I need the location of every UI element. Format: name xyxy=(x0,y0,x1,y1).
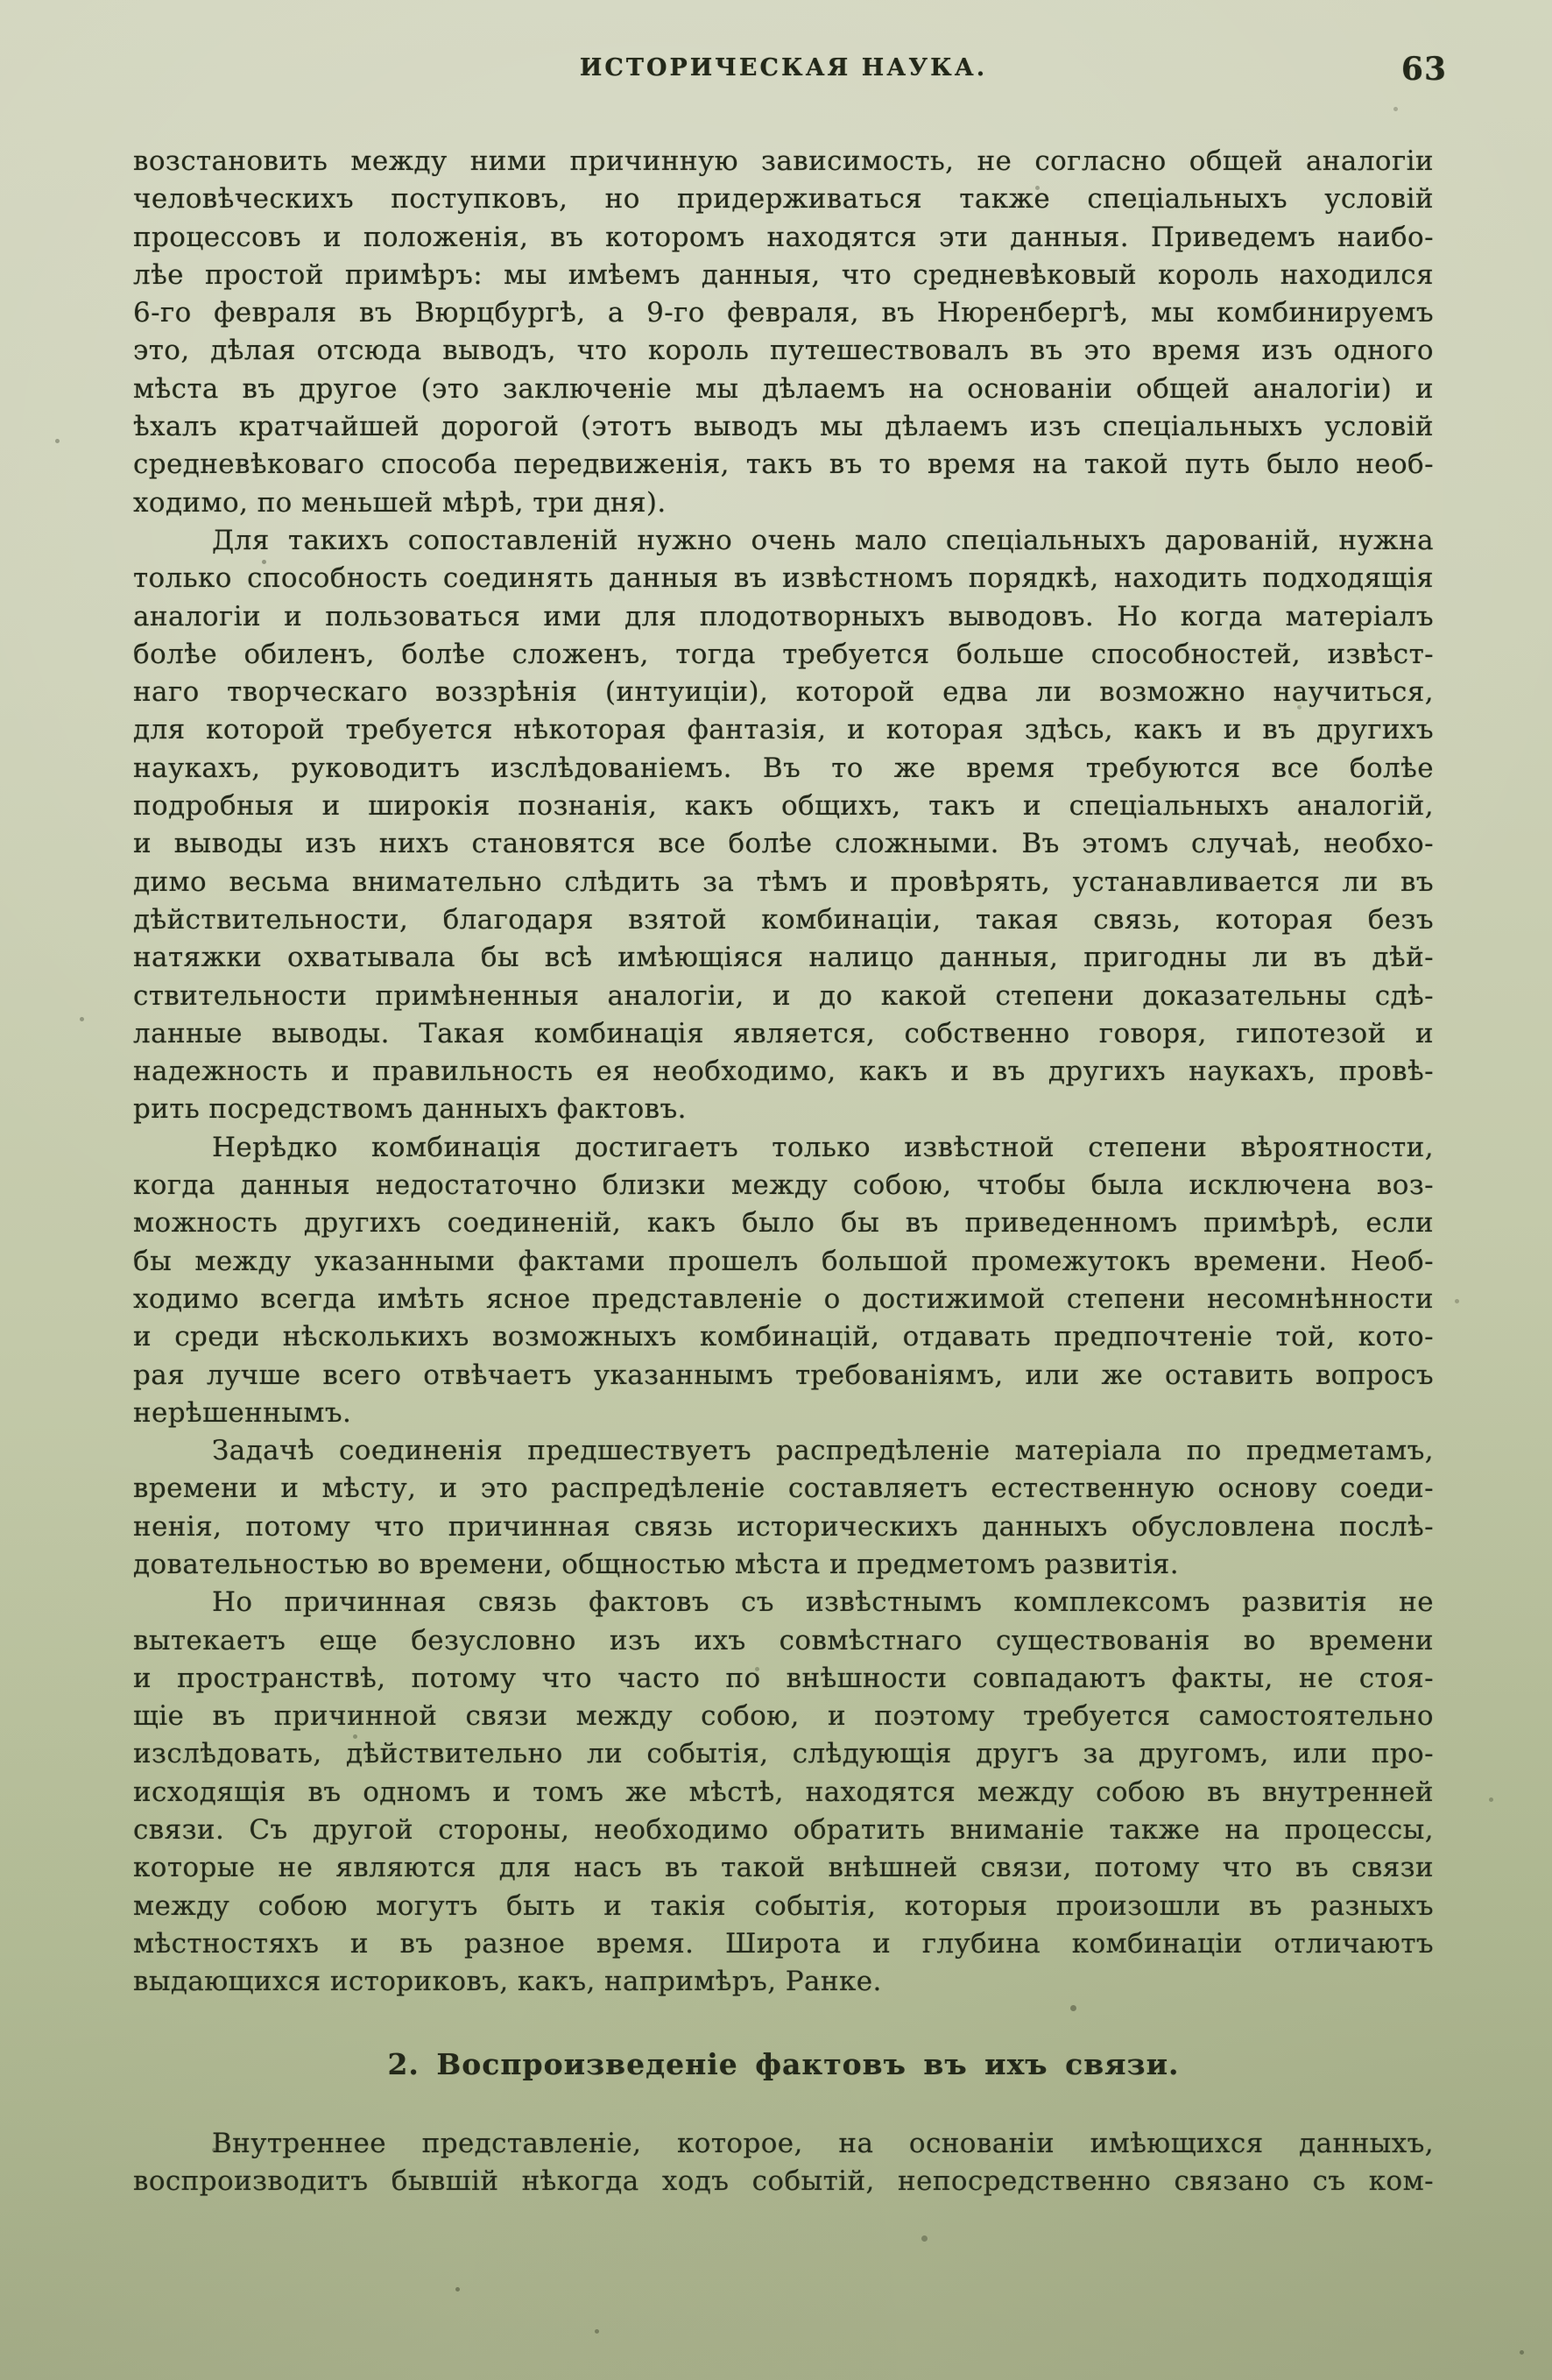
text-line: лѣе простой примѣръ: мы имѣемъ данныя, что средневѣковый король находился xyxy=(133,258,1434,291)
text-line: щіе въ причинной связи между собою, и поэтому требуется самостоятельно xyxy=(133,1700,1434,1733)
text-line: мѣста въ другое (это заключеніе мы дѣлаемъ на основаніи общей аналогіи) и xyxy=(133,372,1434,405)
text-line: надежность и правильность ея необходимо, какъ и въ другихъ наукахъ, провѣ- xyxy=(133,1056,1434,1088)
text-line: возстановить между ними причинную зависимость, не согласно общей аналогіи xyxy=(133,145,1434,177)
text-line: ненія, потому что причинная связь историческихъ данныхъ обусловлена послѣ- xyxy=(133,1510,1434,1543)
text-line: димо весьма внимательно слѣдить за тѣмъ и провѣрять, устанавливается ли въ xyxy=(133,865,1434,898)
text-line: можность другихъ соединеній, какъ было бы въ приведенномъ примѣрѣ, если xyxy=(133,1207,1434,1239)
text-line: между собою могутъ быть и такія событія, которыя произошли въ разныхъ xyxy=(133,1889,1434,1922)
text-line: времени и мѣсту, и это распредѣленіе составляетъ естественную основу соеди- xyxy=(133,1472,1434,1505)
paragraph xyxy=(133,522,1434,1129)
page-number: 63 xyxy=(1400,51,1447,88)
text-line: человѣческихъ поступковъ, но придерживаться также спеціальныхъ условій xyxy=(133,183,1434,215)
text-line: ходимо, по меньшей мѣрѣ, три дня). xyxy=(133,486,667,519)
text-line: Нерѣдко комбинація достигаетъ только извѣстной степени вѣроятности, xyxy=(212,1131,1434,1163)
text-line: наго творческаго воззрѣнія (интуиціи), которой едва ли возможно научиться, xyxy=(133,676,1434,709)
text-line: Для такихъ сопоставленій нужно очень мало спеціальныхъ дарованій, нужна xyxy=(212,524,1434,556)
paragraph xyxy=(133,1432,1434,1584)
text-line: натяжки охватывала бы всѣ имѣющіяся налицо данныя, пригодны ли въ дѣй- xyxy=(133,942,1434,974)
text-line: подробныя и широкія познанія, какъ общихъ, такъ и спеціальныхъ аналогій, xyxy=(133,790,1434,823)
text-line: и выводы изъ нихъ становятся все болѣе сложными. Въ этомъ случаѣ, необхо- xyxy=(133,828,1434,860)
text-line: выдающихся историковъ, какъ, напримѣръ, Ранке. xyxy=(133,1966,882,1998)
text-line: когда данныя недостаточно близки между собою, чтобы была исключена воз- xyxy=(133,1169,1434,1202)
text-line: рая лучше всего отвѣчаетъ указаннымъ требованіямъ, или же оставить вопросъ xyxy=(133,1359,1434,1391)
section-heading: 2. Воспроизведеніе фактовъ въ ихъ связи. xyxy=(387,2046,1180,2081)
text-line: рить посредствомъ данныхъ фактовъ. xyxy=(133,1093,687,1126)
text-line: Задачѣ соединенія предшествуетъ распредѣленіе матеріала по предметамъ, xyxy=(212,1435,1434,1467)
text-line: дѣйствительности, благодаря взятой комбинаціи, такая связь, которая безъ xyxy=(133,903,1434,936)
text-line: ствительности примѣненныя аналогіи, и до какой степени доказательны сдѣ- xyxy=(133,979,1434,1012)
text-line: аналогіи и пользоваться ими для плодотворныхъ выводовъ. Но когда матеріалъ xyxy=(133,600,1434,632)
text-line: для которой требуется нѣкоторая фантазія, и которая здѣсь, какъ и въ другихъ xyxy=(133,714,1434,746)
text-line: средневѣковаго способа передвиженія, такъ въ то время на такой путь было необ- xyxy=(133,448,1434,481)
paper-specks xyxy=(0,0,3,3)
text-line: вытекаетъ еще безусловно изъ ихъ совмѣстнаго существованія во времени xyxy=(133,1624,1434,1656)
text-line: болѣе обиленъ, болѣе сложенъ, тогда требуется больше способностей, извѣст- xyxy=(133,638,1434,670)
text-line: нерѣшеннымъ. xyxy=(133,1396,352,1429)
paragraph xyxy=(133,143,1434,522)
paragraph xyxy=(133,1129,1434,1432)
text-line: Внутреннее представленіе, которое, на основаніи имѣющихся данныхъ, xyxy=(212,2127,1434,2159)
text-line: и пространствѣ, потому что часто по внѣшности совпадаютъ факты, не стоя- xyxy=(133,1662,1434,1694)
text-line: только способность соединять данныя въ извѣстномъ порядкѣ, находить подходящія xyxy=(133,562,1434,595)
text-line: и среди нѣсколькихъ возможныхъ комбинацій, отдавать предпочтеніе той, кото- xyxy=(133,1321,1434,1353)
text-line: исходящія въ одномъ и томъ же мѣстѣ, находятся между собою въ внутренней xyxy=(133,1776,1434,1808)
text-line: ѣхалъ кратчайшей дорогой (этотъ выводъ мы дѣлаемъ изъ спеціальныхъ условій xyxy=(133,411,1434,443)
text-line: это, дѣлая отсюда выводъ, что король путешествовалъ въ это время изъ одного xyxy=(133,335,1434,367)
text-line: Но причинная связь фактовъ съ извѣстнымъ комплексомъ развитія не xyxy=(212,1586,1434,1619)
text-line: ходимо всегда имѣть ясное представленіе о достижимой степени несомнѣнности xyxy=(133,1282,1434,1315)
text-line: которые не являются для насъ въ такой внѣшней связи, потому что въ связи xyxy=(133,1852,1434,1884)
text-line: 6-го февраля въ Вюрцбургѣ, а 9-го февраля, въ Нюренбергѣ, мы комбинируемъ xyxy=(133,297,1434,329)
text-line: мѣстностяхъ и въ разное время. Широта и глубина комбинаціи отличаютъ xyxy=(133,1927,1434,1960)
text-line: изслѣдовать, дѣйствительно ли событія, слѣдующія другъ за другомъ, или про- xyxy=(133,1738,1434,1770)
text-line: бы между указанными фактами прошелъ большой промежутокъ времени. Необ- xyxy=(133,1245,1434,1277)
text-line: наукахъ, руководитъ изслѣдованіемъ. Въ то же время требуются все болѣе xyxy=(133,752,1434,784)
text-line: связи. Съ другой стороны, необходимо обратить вниманіе также на процессы, xyxy=(133,1814,1434,1847)
text-line: довательностью во времени, общностью мѣста и предметомъ развитія. xyxy=(133,1548,1180,1580)
paragraph xyxy=(133,2125,1434,2201)
text-block xyxy=(133,143,1434,2200)
text-line: ланные выводы. Такая комбинація является, собственно говоря, гипотезой и xyxy=(133,1017,1434,1049)
text-line: воспроизводитъ бывшій нѣкогда ходъ событій, непосредственно связано съ ком- xyxy=(133,2165,1434,2198)
paragraph xyxy=(133,1584,1434,2001)
running-title: ИСТОРИЧЕСКАЯ НАУКА. xyxy=(579,54,988,81)
text-line: процессовъ и положенія, въ которомъ находятся эти данныя. Приведемъ наибо- xyxy=(133,221,1434,253)
